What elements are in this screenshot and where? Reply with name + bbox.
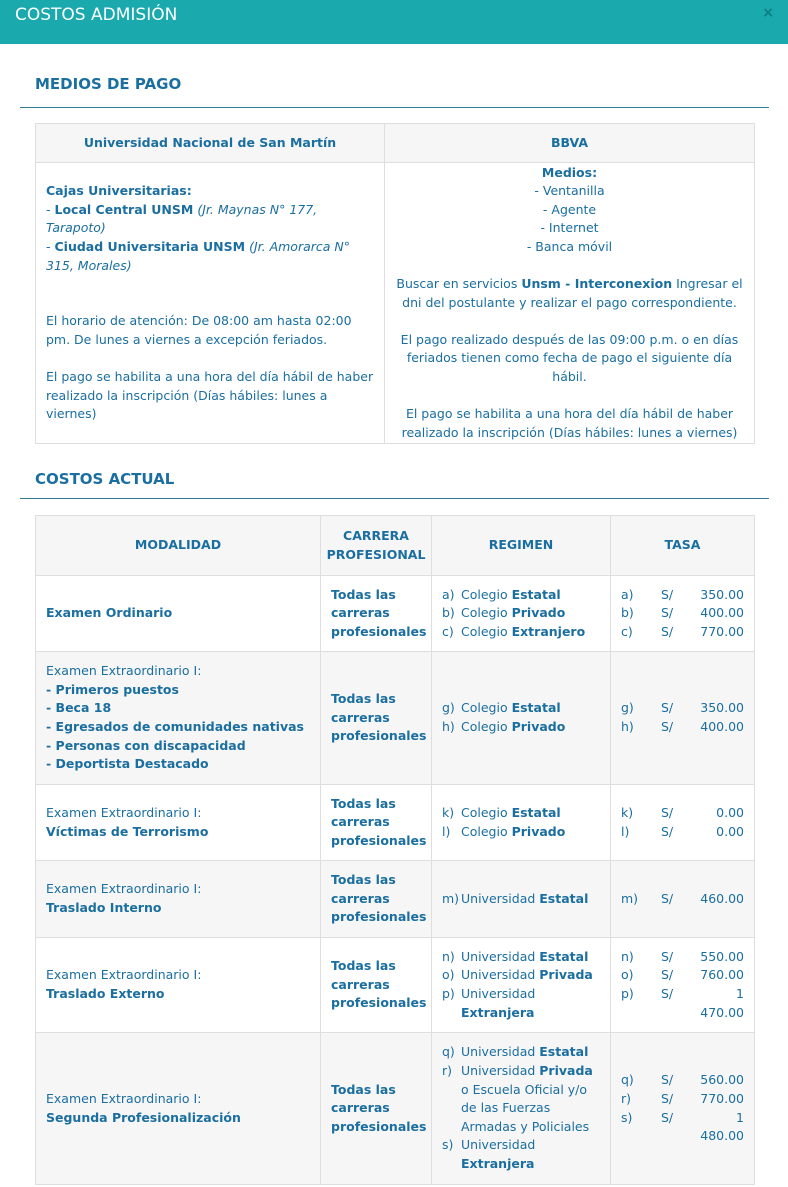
currency-symbol: S/ [661, 1090, 674, 1106]
currency-symbol: S/ [661, 948, 674, 964]
medios-title: Medios: [541, 164, 598, 180]
modalidad-cell [36, 652, 321, 785]
regimen-item: r) Universidad Privada o Escuela Oficial y/o de las Fuerzas Armadas y Policiales [442, 1062, 600, 1136]
payment-table [35, 123, 755, 444]
regimen-letter: a) [442, 586, 455, 602]
currency-symbol: S/ [661, 700, 674, 716]
regimen-letter: c) [442, 623, 454, 639]
carrera-cell: Todas las carreras profesionales [321, 1033, 432, 1185]
currency-symbol: S/ [661, 623, 674, 639]
regimen-letter: g) [442, 700, 455, 716]
tasa-amount: 1 470.00 [700, 986, 744, 1020]
table-row [36, 1033, 755, 1185]
modalidad-item: - Primeros puestos [46, 681, 179, 697]
payment-bbva-cell [385, 163, 755, 444]
tasa-amount: 400.00 [700, 605, 744, 621]
horario-text: El horario de atención: De 08:00 am hasta 02:00 pm. De lunes a viernes a excepción feriados. [46, 313, 352, 347]
costs-table [35, 515, 755, 1185]
carrera-cell: Todas las carreras profesionales [321, 938, 432, 1033]
modalidad-name: Víctimas de Terrorismo [46, 823, 209, 839]
tasa-amount: 350.00 [700, 700, 744, 716]
modalidad-name: Traslado Externo [46, 986, 165, 1001]
tasa-letter: r) [621, 1090, 632, 1106]
local-central-address: (Jr. Maynas N° 177, Tarapoto) [46, 201, 318, 236]
regimen-letter: o) [442, 967, 455, 983]
tasa-letter: l) [621, 823, 630, 839]
tasa-item [621, 699, 744, 718]
regimen-item: k) Colegio Estatal [442, 804, 600, 823]
regimen-letter: h) [442, 719, 455, 734]
regimen-item: s) Universidad Extranjera [442, 1136, 600, 1173]
currency-symbol: S/ [661, 1072, 674, 1088]
tasa-letter: o) [621, 967, 634, 983]
currency-symbol: S/ [661, 967, 674, 983]
regimen-letter: b) [442, 605, 455, 621]
tasa-letter: p) [621, 986, 634, 1001]
regimen-cell [432, 652, 611, 785]
modalidad-cell [36, 576, 321, 652]
section-title-costs: COSTOS ACTUAL [35, 470, 175, 488]
carrera-cell: Todas las carreras profesionales [321, 785, 432, 861]
modalidad-cell [36, 785, 321, 861]
currency-symbol: S/ [661, 823, 674, 839]
unsm-habilita-text: El pago se habilita a una hora del día hábil de haber realizado la inscripción (Días hábiles: lunes a viernes) [46, 369, 374, 422]
modal-title: COSTOS ADMISIÓN [15, 5, 178, 25]
table-row [36, 938, 755, 1033]
tasa-letter: n) [621, 948, 634, 964]
regimen-letter: q) [442, 1044, 455, 1060]
regimen-cell [432, 861, 611, 938]
tasa-amount: 770.00 [700, 623, 744, 639]
modalidad-item: - Egresados de comunidades nativas [46, 719, 304, 734]
currency-symbol: S/ [661, 1109, 674, 1125]
currency-symbol: S/ [661, 804, 674, 820]
section-title-payment: MEDIOS DE PAGO [35, 75, 182, 93]
regimen-letter: l) [442, 823, 451, 839]
tasa-letter: h) [621, 719, 634, 734]
tasa-letter: a) [621, 586, 634, 602]
currency-symbol: S/ [661, 605, 674, 621]
col-header-carrera: CARRERA PROFESIONAL [321, 516, 432, 576]
tasa-amount: 1 480.00 [700, 1109, 744, 1144]
tasa-item [621, 623, 744, 642]
close-icon[interactable]: × [762, 5, 774, 21]
currency-symbol: S/ [661, 586, 674, 602]
regimen-item: b) Colegio Privado [442, 604, 600, 623]
local-central-name: Local Central UNSM [54, 201, 194, 217]
regimen-letter: n) [442, 948, 455, 964]
col-header-tasa: TASA [611, 516, 755, 576]
currency-symbol: S/ [661, 719, 674, 734]
tasa-item [621, 586, 744, 605]
modalidad-cell [36, 1033, 321, 1185]
table-row [36, 576, 755, 652]
tasa-cell [611, 652, 755, 785]
tasa-item [621, 985, 744, 1022]
tasa-amount: 770.00 [700, 1090, 744, 1106]
tasa-letter: b) [621, 605, 634, 621]
tasa-amount: 350.00 [700, 586, 744, 602]
tasa-letter: k) [621, 804, 634, 820]
ciudad-universitaria-name: Ciudad Universitaria UNSM [54, 238, 246, 254]
regimen-item: q) Universidad Estatal [442, 1043, 600, 1062]
regimen-item: p) Universidad Extranjera [442, 985, 600, 1022]
tasa-letter: q) [621, 1072, 634, 1088]
modalidad-name: Examen Ordinario [46, 605, 173, 621]
tasa-amount: 560.00 [700, 1072, 744, 1088]
modalidad-label: Examen Extraordinario I: [46, 663, 202, 679]
bbva-habilita-text: El pago se habilita a una hora del día hábil de haber realizado la inscripción (Días hábiles: lunes a viernes) [401, 406, 738, 440]
tasa-letter: s) [621, 1109, 633, 1125]
modalidad-label: Examen Extraordinario I: [46, 881, 202, 897]
regimen-item: h) Colegio Privado [442, 718, 600, 737]
ciudad-universitaria-address: (Jr. Amorarca N° 315, Morales) [46, 238, 350, 273]
modalidad-item: - Deportista Destacado [46, 756, 209, 772]
tasa-item [621, 804, 744, 823]
regimen-letter: r) [442, 1063, 453, 1079]
regimen-cell [432, 938, 611, 1033]
regimen-letter: m) [442, 890, 460, 906]
tasa-item [621, 604, 744, 623]
tasa-item [621, 1071, 744, 1090]
modalidad-cell [36, 938, 321, 1033]
table-row [36, 785, 755, 861]
tasa-amount: 550.00 [700, 948, 744, 964]
modalidad-cell [36, 861, 321, 938]
modalidad-label: Examen Extraordinario I: [46, 1090, 202, 1106]
medio-item: - Agente [542, 201, 597, 217]
tasa-letter: m) [621, 890, 639, 906]
divider [20, 498, 769, 499]
tasa-cell [611, 576, 755, 652]
payment-header-bbva: BBVA [385, 124, 755, 163]
tasa-item [621, 890, 744, 909]
tasa-item [621, 966, 744, 985]
col-header-modalidad: MODALIDAD [36, 516, 321, 576]
buscar-text: Buscar en servicios Unsm - Interconexion Ingresar el dni del postulante y realizar el pago correspondiente. [396, 276, 743, 310]
modalidad-label: Examen Extraordinario I: [46, 967, 202, 983]
tasa-item [621, 948, 744, 967]
regimen-cell [432, 1033, 611, 1185]
modalidad-name: Segunda Profesionalización [46, 1109, 241, 1125]
currency-symbol: S/ [661, 986, 674, 1001]
tasa-cell [611, 861, 755, 938]
tasa-cell [611, 785, 755, 861]
tasa-cell [611, 1033, 755, 1185]
carrera-cell: Todas las carreras profesionales [321, 652, 432, 785]
medio-item: - Ventanilla [534, 183, 605, 199]
tasa-letter: g) [621, 700, 634, 716]
tasa-item [621, 1090, 744, 1109]
tasa-amount: 760.00 [700, 967, 744, 983]
currency-symbol: S/ [661, 890, 674, 906]
tasa-letter: c) [621, 623, 633, 639]
medio-item: - Banca móvil [526, 238, 613, 254]
tasa-amount: 0.00 [716, 823, 744, 839]
regimen-item: c) Colegio Extranjero [442, 623, 600, 642]
medio-item: - Internet [540, 220, 599, 236]
divider [20, 107, 769, 108]
regimen-letter: s) [442, 1137, 454, 1153]
tasa-item [621, 823, 744, 842]
regimen-letter: k) [442, 804, 455, 820]
tasa-cell [611, 938, 755, 1033]
modalidad-label: Examen Extraordinario I: [46, 804, 202, 820]
table-row [36, 861, 755, 938]
regimen-item: g) Colegio Estatal [442, 699, 600, 718]
payment-header-unsm: Universidad Nacional de San Martín [36, 124, 385, 163]
modalidad-name: Traslado Interno [46, 900, 162, 915]
regimen-item: o) Universidad Privada [442, 966, 600, 985]
regimen-cell [432, 785, 611, 861]
carrera-cell: Todas las carreras profesionales [321, 576, 432, 652]
regimen-letter: p) [442, 986, 455, 1001]
regimen-item: n) Universidad Estatal [442, 948, 600, 967]
modalidad-item: - Beca 18 [46, 700, 112, 716]
tasa-amount: 400.00 [700, 719, 744, 734]
regimen-cell [432, 576, 611, 652]
tasa-amount: 460.00 [700, 890, 744, 906]
modal-header [0, 0, 788, 44]
modalidad-item: - Personas con discapacidad [46, 737, 246, 753]
table-row [36, 652, 755, 785]
regimen-item: l) Colegio Privado [442, 823, 600, 842]
cajas-title: Cajas Universitarias: [46, 183, 192, 199]
payment-unsm-cell: Cajas Universitarias: - Local Central UNSM (Jr. Maynas N° 177, Tarapoto) - Ciudad Universitaria UNSM (Jr. Amorarca N° 315, Morales) El horario de atención: De 08:00 am hasta 02:00 pm. De lunes a viernes a excepción feriados. El pago se habilita a una hora del día hábil de haber realizado la inscripción (Días hábiles: lunes a viernes) [36, 163, 385, 444]
tasa-item [621, 718, 744, 737]
carrera-cell: Todas las carreras profesionales [321, 861, 432, 938]
despues-text: El pago realizado después de las 09:00 p.m. o en días feriados tienen como fecha de pago el siguiente día hábil. [400, 331, 739, 385]
tasa-amount: 0.00 [716, 804, 744, 820]
col-header-regimen: REGIMEN [432, 516, 611, 576]
regimen-item: m) Universidad Estatal [442, 890, 600, 909]
regimen-item: a) Colegio Estatal [442, 586, 600, 605]
tasa-item [621, 1109, 744, 1146]
